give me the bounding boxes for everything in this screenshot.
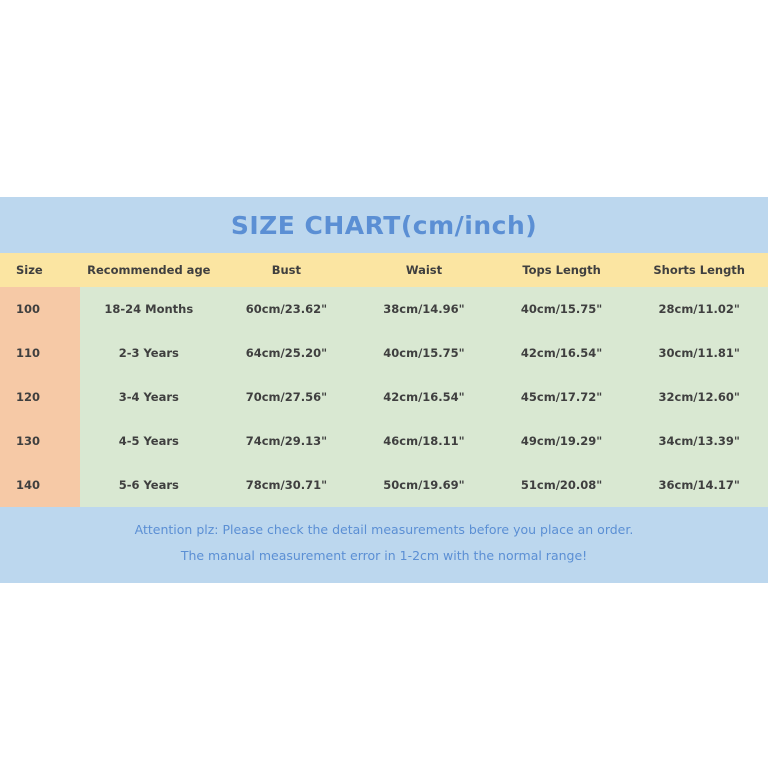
header-row: [0, 253, 768, 287]
cell-bust: 78cm/30.71": [218, 463, 356, 507]
table-body: [0, 287, 768, 507]
size-chart-table: [0, 253, 768, 507]
cell-shorts-length: 36cm/14.17": [630, 463, 768, 507]
cell-size: 140: [0, 463, 80, 507]
column-header-recommended-age: Recommended age: [80, 253, 218, 287]
column-header-waist: Waist: [355, 253, 493, 287]
column-header-size: Size: [0, 253, 80, 287]
cell-bust: 70cm/27.56": [218, 375, 356, 419]
column-header-bust: Bust: [218, 253, 356, 287]
chart-notes: [0, 507, 768, 583]
cell-tops-length: 45cm/17.72": [493, 375, 631, 419]
table-row: [0, 463, 768, 507]
size-chart: [0, 197, 768, 583]
table-row: [0, 287, 768, 331]
chart-title: SIZE CHART(cm/inch): [230, 210, 538, 240]
cell-size: 110: [0, 331, 80, 375]
cell-tops-length: 49cm/19.29": [493, 419, 631, 463]
cell-recommended-age: 2-3 Years: [80, 331, 218, 375]
cell-bust: 74cm/29.13": [218, 419, 356, 463]
cell-recommended-age: 18-24 Months: [80, 287, 218, 331]
cell-size: 100: [0, 287, 80, 331]
table-header: [0, 253, 768, 287]
cell-bust: 64cm/25.20": [218, 331, 356, 375]
cell-shorts-length: 32cm/12.60": [630, 375, 768, 419]
cell-recommended-age: 4-5 Years: [80, 419, 218, 463]
cell-waist: 50cm/19.69": [355, 463, 493, 507]
cell-recommended-age: 3-4 Years: [80, 375, 218, 419]
cell-bust: 60cm/23.62": [218, 287, 356, 331]
cell-waist: 46cm/18.11": [355, 419, 493, 463]
table-row: [0, 331, 768, 375]
column-header-shorts-length: Shorts Length: [630, 253, 768, 287]
table-row: [0, 375, 768, 419]
cell-recommended-age: 5-6 Years: [80, 463, 218, 507]
cell-shorts-length: 34cm/13.39": [630, 419, 768, 463]
chart-title-band: [0, 197, 768, 253]
cell-size: 120: [0, 375, 80, 419]
cell-waist: 42cm/16.54": [355, 375, 493, 419]
cell-shorts-length: 28cm/11.02": [630, 287, 768, 331]
cell-shorts-length: 30cm/11.81": [630, 331, 768, 375]
column-header-tops-length: Tops Length: [493, 253, 631, 287]
cell-tops-length: 42cm/16.54": [493, 331, 631, 375]
cell-waist: 40cm/15.75": [355, 331, 493, 375]
cell-tops-length: 40cm/15.75": [493, 287, 631, 331]
cell-size: 130: [0, 419, 80, 463]
note-line-attention: Attention plz: Please check the detail measurements before you place an order.: [134, 522, 634, 537]
table-row: [0, 419, 768, 463]
cell-waist: 38cm/14.96": [355, 287, 493, 331]
note-line-measurement-error: The manual measurement error in 1-2cm with the normal range!: [180, 548, 588, 563]
cell-tops-length: 51cm/20.08": [493, 463, 631, 507]
